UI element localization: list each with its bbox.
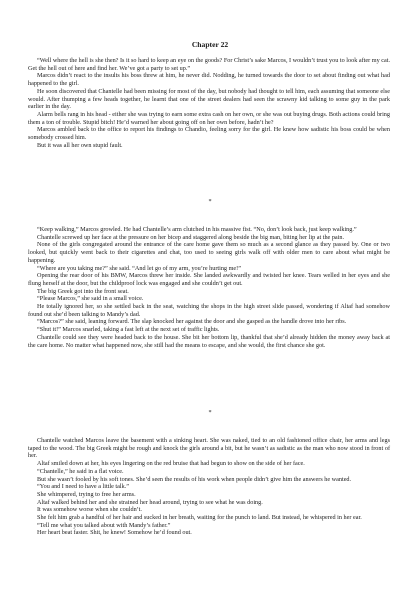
chapter-title: Chapter 22 — [191, 40, 229, 49]
paragraph: Altaf smiled down at her, his eyes lingering on the red bruise that had begun to show on the side of her face. — [37, 460, 305, 468]
paragraph: None of the girls congregated around the entrance of the care home gave them so much as a second glance as they passed by. One or two looked, but quickly went back to their cigarettes and chat, too used to seeing girls walk off with older men to care about what might be happening. — [28, 241, 390, 264]
paragraph: “Marcos?” she said, leaning forward. The slap knocked her against the door and she gasped as the handle drove into her ribs. — [37, 318, 347, 326]
paragraph: She felt him grab a handful of her hair and sucked in her breath, waiting for the punch to land. But instead, he whispered in her ear. — [37, 514, 362, 522]
paragraph: Her heart beat faster. Shit, he knew! Somehow he’d found out. — [37, 529, 192, 537]
section-1 — [28, 57, 390, 149]
paragraph: He soon discovered that Chantelle had been missing for most of the day, but nobody had thought to tell him, each assuming that someone else would. After thumping a few heads together, he learnt that one of the street dealers had seen the scrawny kid talking to some guy in the park earlier in the day. — [28, 87, 390, 111]
paragraph: Chantelle screwed up her face at the pressure on her bicep and staggered along beside the big man, biting her lip at the pain. — [37, 233, 345, 241]
paragraph: Altaf walked behind her and she strained her head around, trying to see what he was doing. — [37, 498, 263, 506]
paragraph: It was somehow worse when she couldn’t. — [37, 506, 142, 514]
paragraph: He totally ignored her, so she settled back in the seat, watching the shops in the high street slide passed, wondering if Altaf had somehow found out she’d been talking to Mandy’s dad. — [28, 303, 390, 318]
paragraph: But she wasn’t fooled by his soft tones. She’d seen the results of his work when people didn’t give him the answers he wanted. — [37, 475, 352, 483]
scene-separator: * — [208, 409, 212, 416]
paragraph: Marcos didn’t react to the insults his boss threw at him, he never did. Nodding, he turned towards the door to set about finding out what had happened to the girl. — [28, 72, 390, 88]
paragraph: “Shut it!” Marcos snarled, taking a fast left at the next set of traffic lights. — [37, 326, 220, 334]
paragraph: Chantelle could see they were headed back to the house. She bit her bottom lip, thankful that she’d already hidden the money away back at the care home. No matter what happened now, she still had the means to escape, and she would, the first chance she got. — [28, 333, 390, 349]
paragraph: “Well where the hell is she then? Is it so hard to keep an eye on the goods? For Christ’s sake Marcos, I wouldn’t trust you to look after my cat. Get the hell out of here and find her. We’ve got a party to set up.” — [28, 57, 390, 72]
paragraph: “You and I need to have a little talk.” — [37, 483, 129, 491]
paragraph: “Tell me what you talked about with Mandy’s father.” — [37, 521, 171, 529]
section-3 — [28, 437, 390, 537]
paragraph: Opening the rear door of his BMW, Marcos threw her inside. She landed awkwardly and twisted her knee. Tears welled in her eyes and she flung herself at the door, but the childproof lock was engaged and she couldn’t get out. — [28, 272, 390, 287]
paragraph: She whimpered, trying to free her arms. — [37, 490, 136, 498]
paragraph: “Where are you taking me?” she said. “And let go of my arm, you’re hurting me!” — [37, 264, 241, 272]
paragraph: Marcos ambled back to the office to report his findings to Chandio, feeling sorry for the girl. He knew how sadistic his boss could be when somebody crossed him. — [28, 126, 390, 142]
paragraph: “Please Marcos,” she said in a small voice. — [37, 295, 144, 303]
paragraph: “Chantelle,” he said in a flat voice. — [37, 467, 124, 475]
paragraph: But it was all her own stupid fault. — [37, 141, 123, 149]
section-2 — [28, 226, 390, 349]
paragraph: “Keep walking,” Marcos growled. He had Chantelle’s arm clutched in his massive fist. “No, don’t look back, just keep walking.” — [37, 226, 357, 233]
paragraph: Alarm bells rang in his head - either she was trying to earn some extra cash on her own, or she was out buying drugs. Both actions could bring them a ton of trouble. Stupid bitch! He’d warned her about going off on her own before, hadn’t he? — [28, 110, 390, 126]
paragraph: Chantelle watched Marcos leave the basement with a sinking heart. She was naked, tied to an old fashioned office chair, her arms and legs taped to the wood. The big Greek might be rough and knock the girls around a bit, but he wasn’t as sadistic as the man who now stood in front of her. — [28, 437, 390, 460]
paragraph: The big Greek got into the front seat. — [37, 287, 129, 295]
scene-separator: * — [208, 198, 212, 205]
